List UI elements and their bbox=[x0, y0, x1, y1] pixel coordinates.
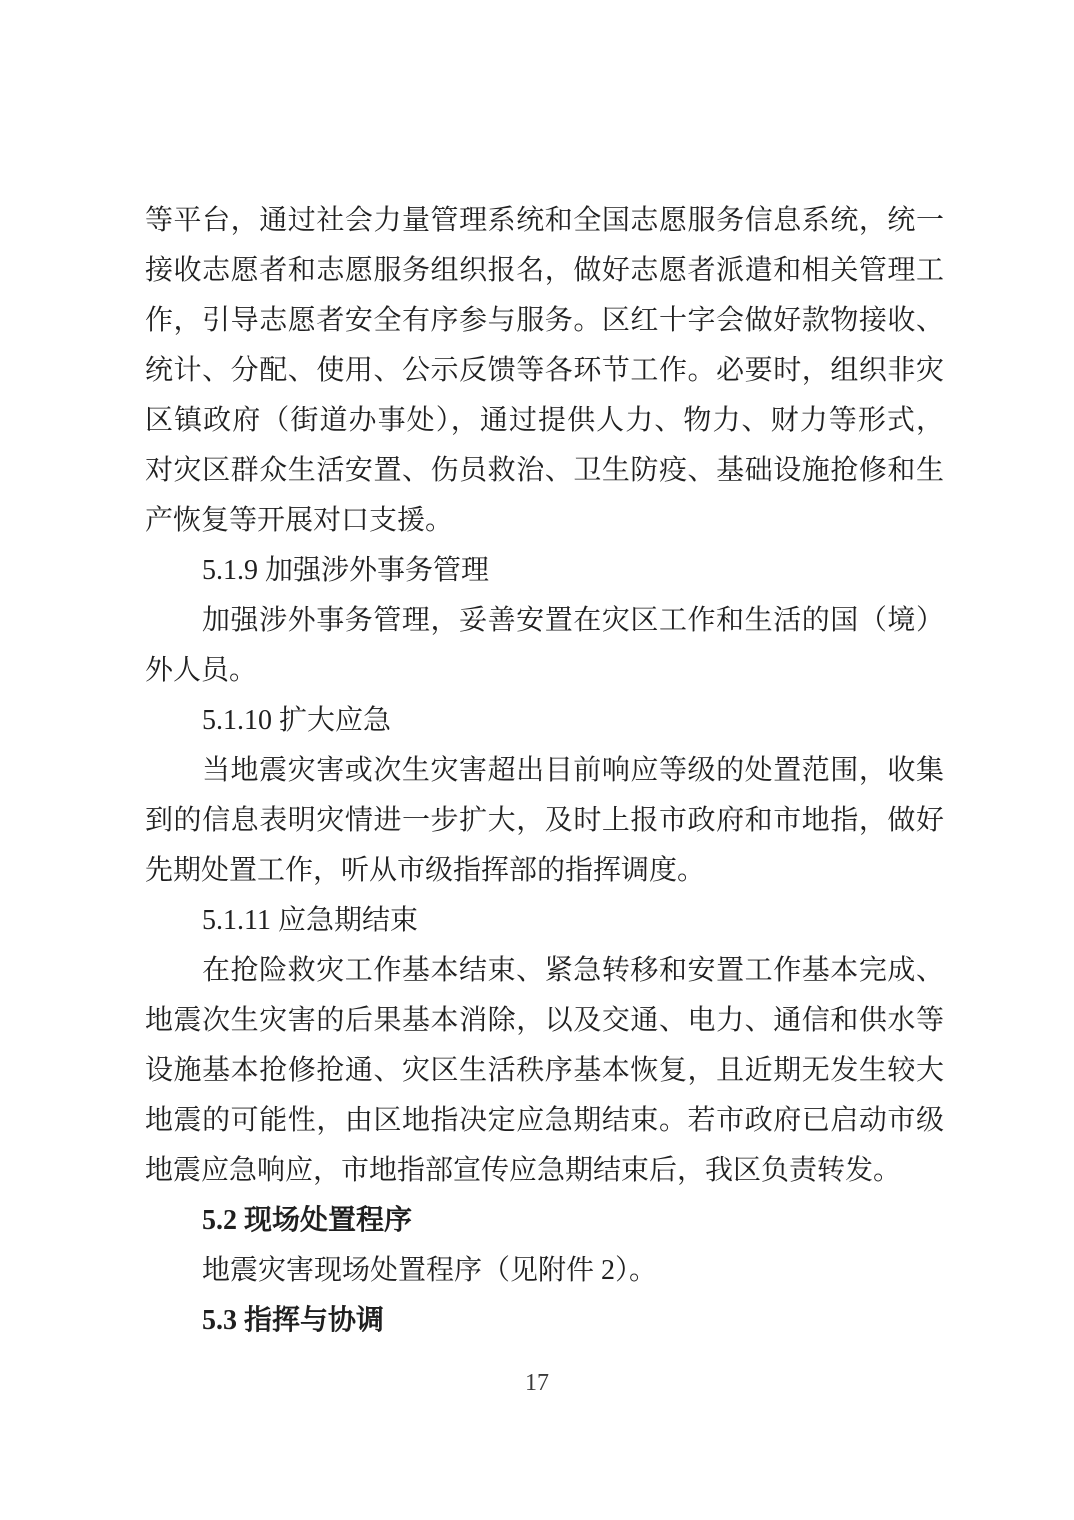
body-text-line: 在抢险救灾工作基本结束、紧急转移和安置工作基本完成、 bbox=[202, 955, 944, 986]
body-text-line: 地震次生灾害的后果基本消除，以及交通、电力、通信和供水等 bbox=[145, 1005, 944, 1036]
body-text-line: 设施基本抢修抢通、灾区生活秩序基本恢复，且近期无发生较大 bbox=[145, 1055, 944, 1086]
body-text-line: 等平台，通过社会力量管理系统和全国志愿服务信息系统，统一 bbox=[145, 205, 944, 236]
subsection-heading: 5.1.11 应急期结束 bbox=[202, 905, 418, 936]
body-text-line: 加强涉外事务管理，妥善安置在灾区工作和生活的国（境） bbox=[202, 605, 944, 636]
body-text-line: 对灾区群众生活安置、伤员救治、卫生防疫、基础设施抢修和生 bbox=[145, 455, 944, 486]
body-text-line: 到的信息表明灾情进一步扩大，及时上报市政府和市地指，做好 bbox=[145, 805, 944, 836]
body-text-line: 作，引导志愿者安全有序参与服务。区红十字会做好款物接收、 bbox=[145, 305, 944, 336]
body-text-line: 区镇政府（街道办事处），通过提供人力、物力、财力等形式， bbox=[145, 405, 944, 436]
body-text-line: 地震的可能性，由区地指决定应急期结束。若市政府已启动市级 bbox=[145, 1105, 944, 1136]
body-text-line: 地震应急响应，市地指部宣传应急期结束后，我区负责转发。 bbox=[145, 1155, 902, 1186]
body-text-line: 外人员。 bbox=[145, 655, 258, 686]
body-text-line: 当地震灾害或次生灾害超出目前响应等级的处置范围，收集 bbox=[202, 755, 944, 786]
document-body bbox=[145, 196, 944, 1346]
body-text-line: 地震灾害现场处置程序（见附件 2）。 bbox=[202, 1255, 658, 1286]
body-text-line: 先期处置工作，听从市级指挥部的指挥调度。 bbox=[145, 855, 706, 886]
section-heading: 5.3 指挥与协调 bbox=[202, 1305, 385, 1336]
section-heading: 5.2 现场处置程序 bbox=[202, 1205, 413, 1236]
subsection-heading: 5.1.9 加强涉外事务管理 bbox=[202, 555, 490, 586]
body-text-line: 接收志愿者和志愿服务组织报名，做好志愿者派遣和相关管理工 bbox=[145, 255, 944, 286]
page-number: 17 bbox=[525, 1370, 549, 1396]
body-text-line: 产恢复等开展对口支援。 bbox=[145, 505, 454, 536]
body-text-line: 统计、分配、使用、公示反馈等各环节工作。必要时，组织非灾 bbox=[145, 355, 944, 386]
subsection-heading: 5.1.10 扩大应急 bbox=[202, 705, 392, 736]
